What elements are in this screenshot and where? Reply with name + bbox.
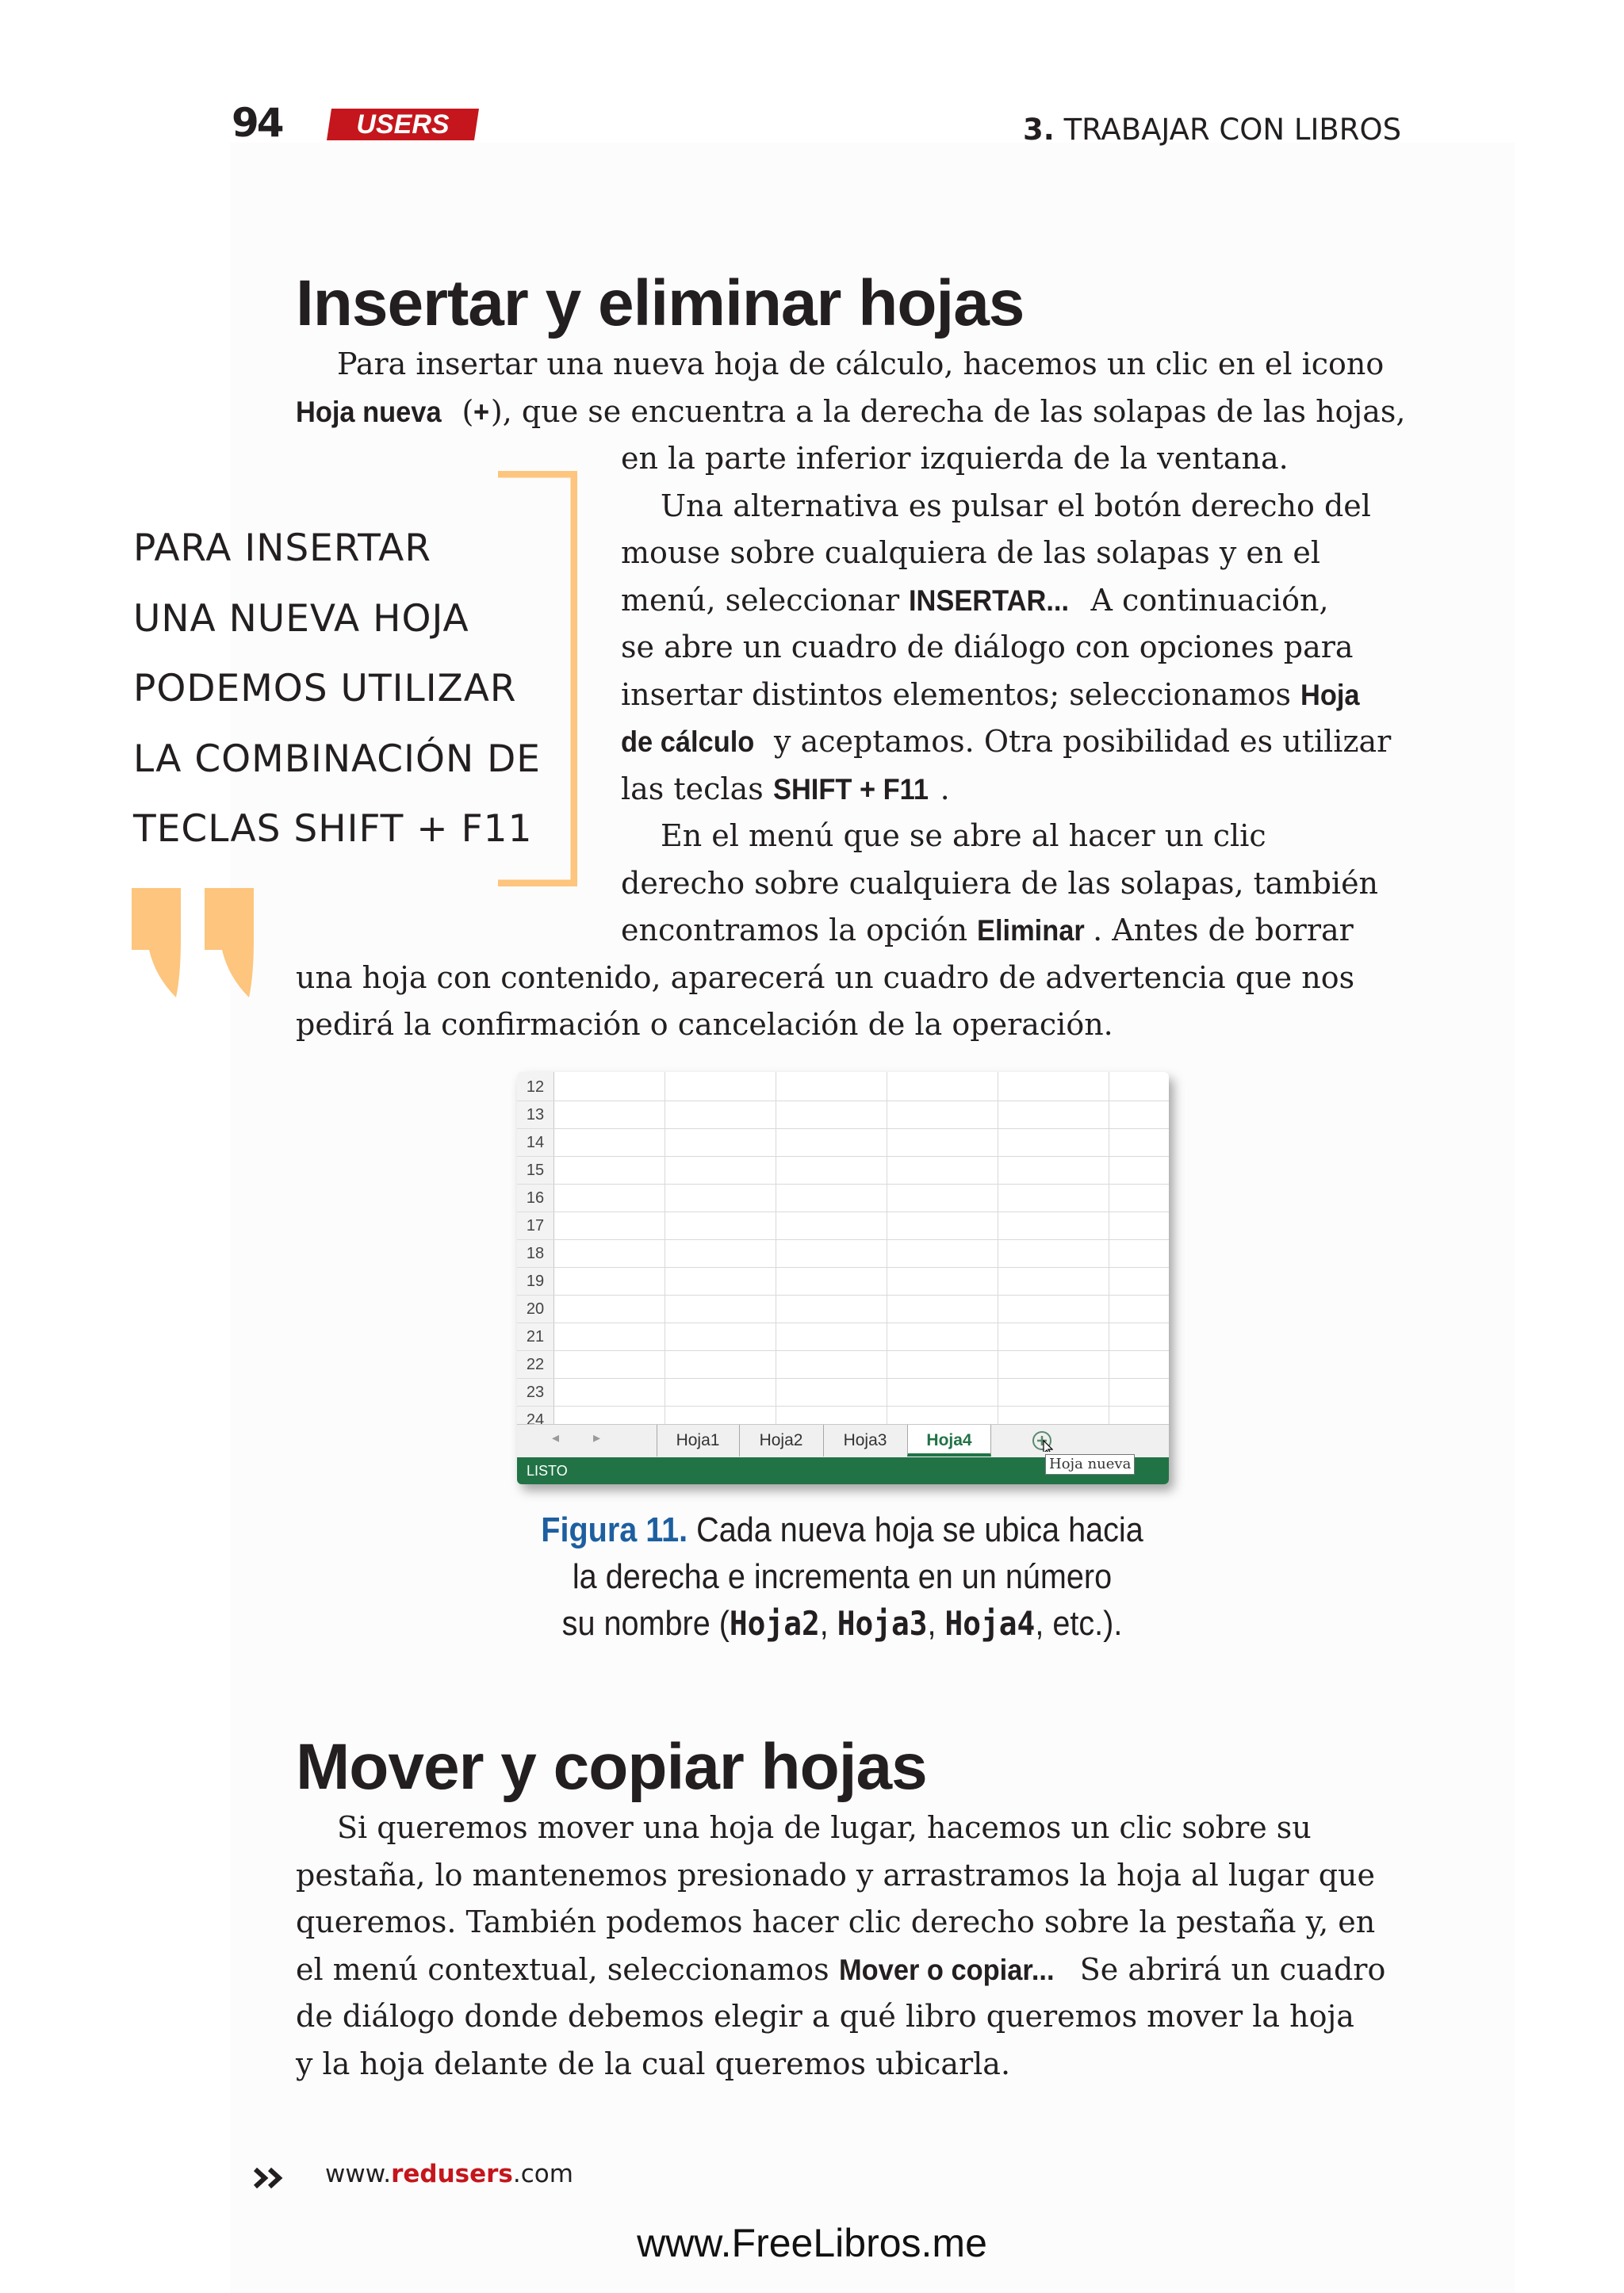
caption-separator: , [927,1604,945,1643]
text-run: pedirá la confirmación o cancelación de la operación. [296,1007,1113,1042]
status-text: LISTO [527,1463,568,1479]
bold-term: SHIFT + F11 [772,772,929,806]
footer-url[interactable] [325,2160,573,2188]
text-line [296,1993,1406,2041]
pull-quote-line: TECLAS SHIFT + F11 [133,807,533,851]
new-sheet-plus-icon[interactable] [1031,1430,1053,1452]
text-run: pestaña, lo mantenemos presionado y arrastramos la hoja al lugar que [296,1857,1375,1893]
figure-label: Figura 11. [541,1510,688,1549]
row-number[interactable]: 19 [517,1268,553,1296]
bold-term: Mover o copiar... [838,1953,1055,1986]
text-line [296,907,1406,955]
text-run: Una alternativa es pulsar el botón derecho del [661,488,1371,523]
row-number[interactable]: 24 [517,1407,553,1424]
text-run: encontramos la opción [621,913,978,947]
url-prefix: www. [325,2160,392,2188]
url-users: users [437,2160,513,2188]
pull-quote-line: LA COMBINACIÓN DE [133,737,541,781]
pull-quote-bracket [498,471,577,886]
text-run: de diálogo donde debemos elegir a qué libro queremos mover la hoja [296,1999,1354,2034]
page-number: 94 [232,100,282,146]
caption-code-hoja3: Hoja3 [837,1604,928,1643]
grid-line [553,1156,1169,1157]
text-line [296,860,1406,908]
tab-hoja4[interactable]: Hoja4 [907,1425,991,1457]
text-run: el menú contextual, seleccionamos [296,1951,839,1987]
worksheet-grid [517,1072,1169,1424]
text-run: insertar distintos elementos; seleccionamos [621,676,1301,712]
text-run: ( [452,393,474,429]
grid-line [553,1406,1169,1407]
row-number[interactable]: 17 [517,1212,553,1240]
grid-line [553,1267,1169,1268]
row-number[interactable]: 14 [517,1129,553,1157]
tab-hoja2[interactable]: Hoja2 [739,1425,822,1457]
row-number[interactable]: 13 [517,1101,553,1129]
scroll-right-icon[interactable]: ▸ [593,1430,601,1445]
text-line [296,341,1406,389]
grid-line [553,1239,1169,1240]
grid-line [553,1128,1169,1129]
section-title-mover: Mover y copiar hojas [296,1731,927,1803]
caption-line-2: la derecha e incrementa en un número [572,1557,1113,1596]
caption-line-1: Cada nueva hoja se ubica hacia [688,1510,1143,1549]
text-run: en la parte inferior izquierda de la ventana. [621,441,1289,476]
text-run: derecho sobre cualquiera de las solapas, también [621,865,1379,901]
url-suffix: .com [512,2160,573,2188]
text-run: mouse sobre cualquiera de las solapas y en el [621,535,1321,570]
row-number[interactable]: 12 [517,1074,553,1101]
pull-quote-line: PARA INSERTAR [133,526,431,570]
text-run: queremos. También podemos hacer clic derecho sobre la pestaña y, en [296,1904,1376,1939]
grid-line [553,1350,1169,1351]
text-run: se abre un cuadro de diálogo con opciones para [621,630,1354,664]
watermark: www.FreeLibros.me [637,2221,987,2265]
chapter-number: 3. [1023,113,1055,147]
row-number[interactable]: 20 [517,1296,553,1323]
caption-code-hoja4: Hoja4 [944,1604,1036,1643]
text-line [296,2041,1406,2088]
text-line [296,1001,1406,1049]
text-line [296,1899,1406,1947]
text-line [296,1947,1406,1994]
figure-caption [512,1506,1172,1647]
text-run: una hoja con contenido, aparecerá un cuadro de advertencia que nos [296,959,1355,995]
grid-line [553,1295,1169,1296]
grid-line [553,1184,1169,1185]
double-chevron-icon [252,2166,287,2190]
grid-line [553,1378,1169,1379]
bold-term: Hoja nueva [296,395,442,428]
text-run: Para insertar una nueva hoja de cálculo, hacemos un clic en el icono [337,346,1385,381]
bold-term: INSERTAR... [909,584,1070,617]
text-line [296,389,1406,436]
tab-hoja1[interactable]: Hoja1 [657,1425,738,1457]
pull-quote [133,514,541,865]
text-run: menú, seleccionar [621,582,910,618]
row-number[interactable]: 23 [517,1379,553,1407]
pull-quote-line: UNA NUEVA HOJA [133,596,469,641]
excel-screenshot-figure [517,1072,1169,1484]
caption-code-hoja2: Hoja2 [729,1604,820,1643]
chapter-header [1023,113,1401,147]
bold-term: Hoja [1300,678,1360,711]
row-number[interactable]: 18 [517,1240,553,1268]
pull-quote-line: PODEMOS UTILIZAR [133,667,517,710]
text-run: A continuación, [1081,582,1329,618]
text-line [296,955,1406,1002]
section2-body [296,1805,1406,2088]
bold-term: + [473,395,490,428]
text-run: En el menú que se abre al hacer un clic [661,818,1266,853]
text-line [296,1805,1406,1852]
bold-term: de cálculo [621,725,755,758]
text-line [296,1852,1406,1900]
quote-mark-icon [132,888,259,999]
text-run: y la hoja delante de la cual queremos ubicarla. [296,2046,1011,2081]
text-line [296,435,1406,483]
row-number[interactable]: 15 [517,1157,553,1185]
bold-term: Eliminar [977,914,1085,947]
text-run: y aceptamos. Otra posibilidad es utilizar [764,724,1392,759]
text-run: las teclas [621,771,773,806]
row-number[interactable]: 21 [517,1323,553,1351]
row-number[interactable]: 22 [517,1351,553,1379]
scroll-left-icon[interactable]: ◂ [552,1430,560,1445]
caption-line-3-start: su nombre ( [561,1604,730,1643]
section-title-insertar: Insertar y eliminar hojas [296,267,1025,339]
chapter-title: TRABAJAR CON LIBROS [1063,113,1402,147]
sheet-tab-bar [517,1424,1169,1458]
text-run: Se abrirá un cuadro [1070,1951,1386,1987]
tab-hoja3[interactable]: Hoja3 [823,1425,906,1457]
new-sheet-tooltip: Hoja nueva [1045,1454,1135,1475]
url-red: red [391,2160,438,2188]
text-run: . Antes de borrar [1093,913,1354,947]
users-logo [327,109,479,140]
caption-line-3-end: , etc.). [1035,1604,1123,1643]
row-number[interactable]: 16 [517,1185,553,1212]
caption-separator: , [819,1604,837,1643]
text-run: . [940,771,950,806]
text-run: Si queremos mover una hoja de lugar, hacemos un clic sobre su [337,1810,1312,1845]
text-run: ), que se encuentra a la derecha de las solapas de las hojas, [490,393,1406,429]
logo-text: USERS [356,109,450,140]
